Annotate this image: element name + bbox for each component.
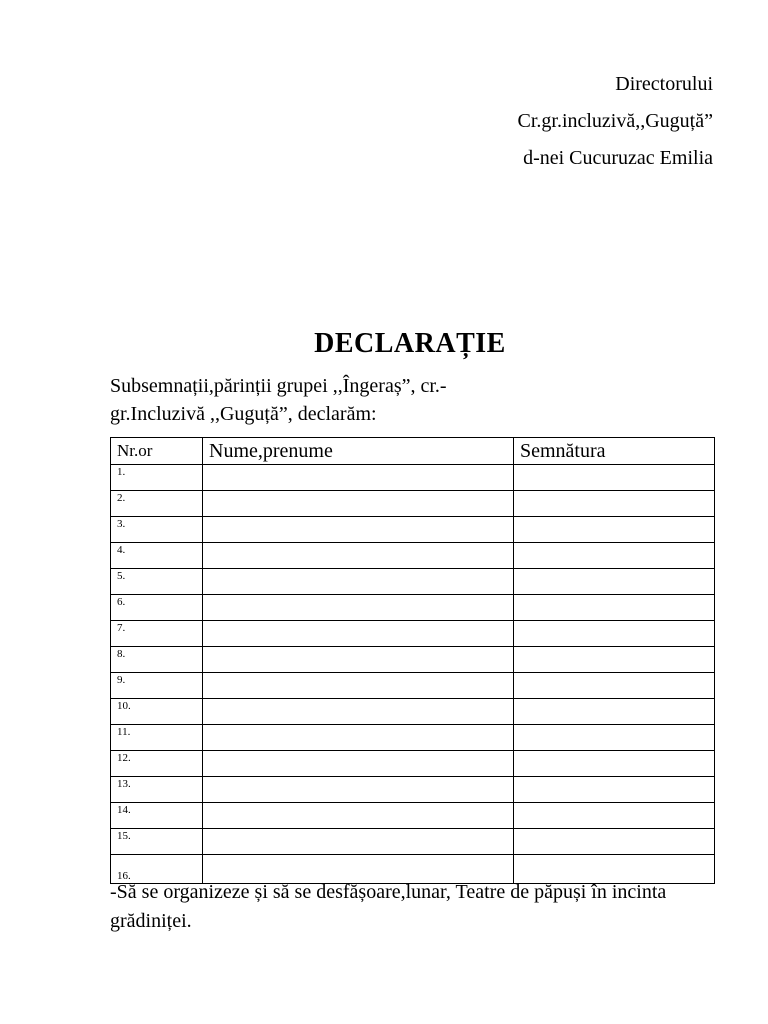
- table-row: [111, 699, 715, 725]
- table-row: [111, 647, 715, 673]
- row-name-cell[interactable]: [203, 491, 514, 517]
- row-signature-cell[interactable]: [514, 751, 715, 777]
- closing-paragraph: -Să se organizeze și să se desfășoare,lunar, Teatre de păpuși în incinta grădiniței.: [110, 881, 667, 932]
- row-name-cell[interactable]: [203, 465, 514, 491]
- row-signature-cell[interactable]: [514, 647, 715, 673]
- row-number: 2.: [111, 491, 203, 517]
- row-number: 12.: [111, 751, 203, 777]
- row-signature-cell[interactable]: [514, 829, 715, 855]
- row-number: 14.: [111, 803, 203, 829]
- table-row: [111, 621, 715, 647]
- row-signature-cell[interactable]: [514, 777, 715, 803]
- table-row: [111, 491, 715, 517]
- table-row: [111, 517, 715, 543]
- row-name-cell[interactable]: [203, 569, 514, 595]
- table-row: [111, 725, 715, 751]
- document-title: DECLARAȚIE: [314, 328, 506, 359]
- row-signature-cell[interactable]: [514, 595, 715, 621]
- row-number: 6.: [111, 595, 203, 621]
- intro-paragraph: Subsemnații,părinții grupei ,,Îngeraș”, cr.-gr.Incluzivă ,,Guguță”, declarăm:: [110, 375, 447, 425]
- row-number: 15.: [111, 829, 203, 855]
- row-number: 8.: [111, 647, 203, 673]
- addressee-block: [517, 66, 713, 177]
- table-row: [111, 751, 715, 777]
- header-name: Nume,prenume: [203, 438, 514, 465]
- row-number: 7.: [111, 621, 203, 647]
- table-row: [111, 803, 715, 829]
- row-number: 1.: [111, 465, 203, 491]
- row-signature-cell[interactable]: [514, 543, 715, 569]
- table-row: [111, 465, 715, 491]
- table-row: [111, 543, 715, 569]
- row-number: 11.: [111, 725, 203, 751]
- row-number: 13.: [111, 777, 203, 803]
- row-number: 10.: [111, 699, 203, 725]
- row-name-cell[interactable]: [203, 777, 514, 803]
- signature-table: [110, 437, 715, 884]
- row-name-cell[interactable]: [203, 595, 514, 621]
- row-number: 4.: [111, 543, 203, 569]
- row-signature-cell[interactable]: [514, 491, 715, 517]
- addressee-institution: Cr.gr.incluzivă,,Guguță”: [517, 110, 713, 132]
- row-name-cell[interactable]: [203, 673, 514, 699]
- table-header-row: [111, 438, 715, 465]
- table-row: [111, 595, 715, 621]
- table-row: [111, 829, 715, 855]
- row-signature-cell[interactable]: [514, 673, 715, 699]
- row-signature-cell[interactable]: [514, 569, 715, 595]
- row-number: 3.: [111, 517, 203, 543]
- row-signature-cell[interactable]: [514, 465, 715, 491]
- row-name-cell[interactable]: [203, 725, 514, 751]
- row-number: 9.: [111, 673, 203, 699]
- table-row: [111, 777, 715, 803]
- row-name-cell[interactable]: [203, 803, 514, 829]
- row-number: 5.: [111, 569, 203, 595]
- row-name-cell[interactable]: [203, 517, 514, 543]
- table-body: [111, 465, 715, 884]
- row-name-cell[interactable]: [203, 543, 514, 569]
- addressee-name: d-nei Cucuruzac Emilia: [523, 147, 713, 169]
- row-signature-cell[interactable]: [514, 621, 715, 647]
- row-signature-cell[interactable]: [514, 725, 715, 751]
- header-number: Nr.or: [111, 438, 203, 465]
- table-row: [111, 569, 715, 595]
- row-name-cell[interactable]: [203, 829, 514, 855]
- row-signature-cell[interactable]: [514, 803, 715, 829]
- row-name-cell[interactable]: [203, 699, 514, 725]
- row-signature-cell[interactable]: [514, 699, 715, 725]
- table-row: [111, 673, 715, 699]
- row-name-cell[interactable]: [203, 751, 514, 777]
- addressee-recipient: Directorului: [615, 73, 713, 95]
- row-name-cell[interactable]: [203, 621, 514, 647]
- header-signature: Semnătura: [514, 438, 715, 465]
- row-signature-cell[interactable]: [514, 517, 715, 543]
- row-name-cell[interactable]: [203, 647, 514, 673]
- row-number: 16.: [111, 855, 203, 884]
